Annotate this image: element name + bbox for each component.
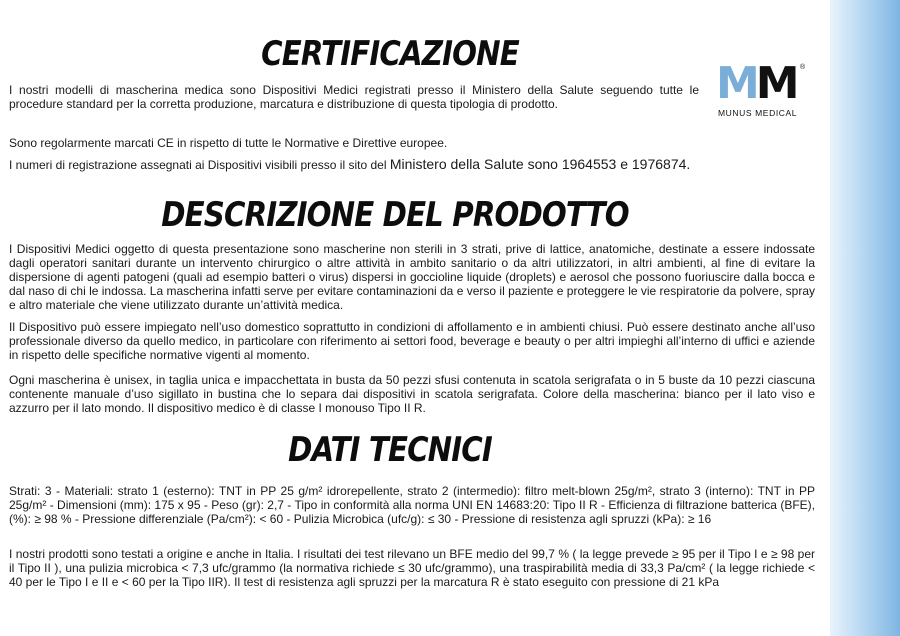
dati-tecnici-paragraph-1: Strati: 3 - Materiali: strato 1 (esterno): TNT in PP 25 g/m² idrorepellente, strato 2 (intermedio): filtro melt-blown 25g/m², strato 3 (interno): TNT in PP 25g/m² - Dimensioni (mm): 175 x 95 - Peso (gr): 2,7 - Tipo in conformità alla norma UNI EN 14683:20: Tipo II R - Efficienza di filtrazione batterica (BFE), (%): ≥ 98 % - Pressione differenziale (Pa/cm²): < 60 - Pulizia Microbica (ufc/g): ≤ 30 - Pressione di resistenza agli spruzzi (kPa): ≥ 16	[9, 484, 815, 526]
registration-numbers: Ministero della Salute sono 1964553 e 1976874.	[389, 156, 691, 172]
section-title-certificazione: CERTIFICAZIONE	[261, 34, 519, 74]
registration-intro: I numeri di registrazione assegnati ai Dispositivi visibili presso il sito del	[9, 158, 390, 172]
logo-mark	[716, 58, 796, 109]
certificazione-paragraph-3	[9, 155, 699, 173]
registered-mark: ®	[800, 64, 806, 71]
descrizione-paragraph-3: Ogni mascherina è unisex, in taglia unica e impacchettata in busta da 50 pezzi sfusi contenuta in scatola serigrafata o in 5 buste da 10 pezzi ciascuna contenente manuale d’uso sigillato in bustina che lo separa dai dispositivi in scatola serigrafata. Colore della mascherina: bianco per il lato viso e azzurro per il lato mondo. Il dispositivo medico è di classe I monouso Tipo II R.	[9, 373, 815, 415]
munus-medical-logo	[712, 58, 812, 122]
descrizione-paragraph-2: Il Dispositivo può essere impiegato nell’uso domestico soprattutto in condizioni di affollamento e in ambienti chiusi. Può essere destinato anche all’uso professionale diverso da quello medico, in particolare con riferimento ai settori food, beverage e beauty o per altri impieghi all’interno di uffici e aziende in rispetto delle specifiche normative vigenti al momento.	[9, 320, 815, 362]
descrizione-paragraph-1: I Dispositivi Medici oggetto di questa presentazione sono mascherine non sterili in 3 strati, prive di lattice, anatomiche, destinate a essere indossate dagli operatori sanitari durante un intervento chirurgico o altre attività in ambito sanitario o da altri utilizzatori, in altri ambienti, al fine di evitare la dispersione di agenti patogeni (quali ad esempio batteri o virus) dispersi in goccioline liquide (droplets) e aerosol che possono fuoriuscire dalla bocca e dal naso di chi le indossa. La mascherina infatti serve per evitare contaminazioni da e verso il paziente e proteggere le vie respiratorie da polvere, spray e altro materiale che viene utilizzato durante un’attività medica.	[9, 242, 815, 312]
certificazione-paragraph-2: Sono regolarmente marcati CE in rispetto di tutte le Normative e Direttive europee.	[9, 136, 448, 150]
decorative-side-stripe	[830, 0, 900, 636]
section-title-dati-tecnici: DATI TECNICI	[288, 430, 492, 470]
logo-mark-left: M	[716, 58, 756, 109]
section-title-descrizione: DESCRIZIONE DEL PRODOTTO	[161, 195, 629, 235]
certificazione-paragraph-1: I nostri modelli di mascherina medica sono Dispositivi Medici registrati presso il Ministero della Salute seguendo tutte le procedure standard per la corretta produzione, marcatura e distribuzione di questa tipologia di prodotto.	[9, 83, 699, 111]
logo-company-name: MUNUS MEDICAL	[718, 108, 798, 118]
dati-tecnici-paragraph-2: I nostri prodotti sono testati a origine e anche in Italia. I risultati dei test rilevano un BFE medio del 99,7 % ( la legge prevede ≥ 95 per il Tipo I e ≥ 98 per il Tipo II ), una pulizia microbica < 7,3 ufc/grammo (la normativa richiede ≤ 30 ufc/grammo), una traspirabilità media di 33,3 Pa/cm² ( la legge richiede < 40 per le Tipo I e II e < 60 per la Tipo IIR). Il test di resistenza agli spruzzi per la marcatura R è stato eseguito con pressione di 21 kPa	[9, 547, 815, 589]
logo-mark-right: M	[755, 58, 796, 109]
